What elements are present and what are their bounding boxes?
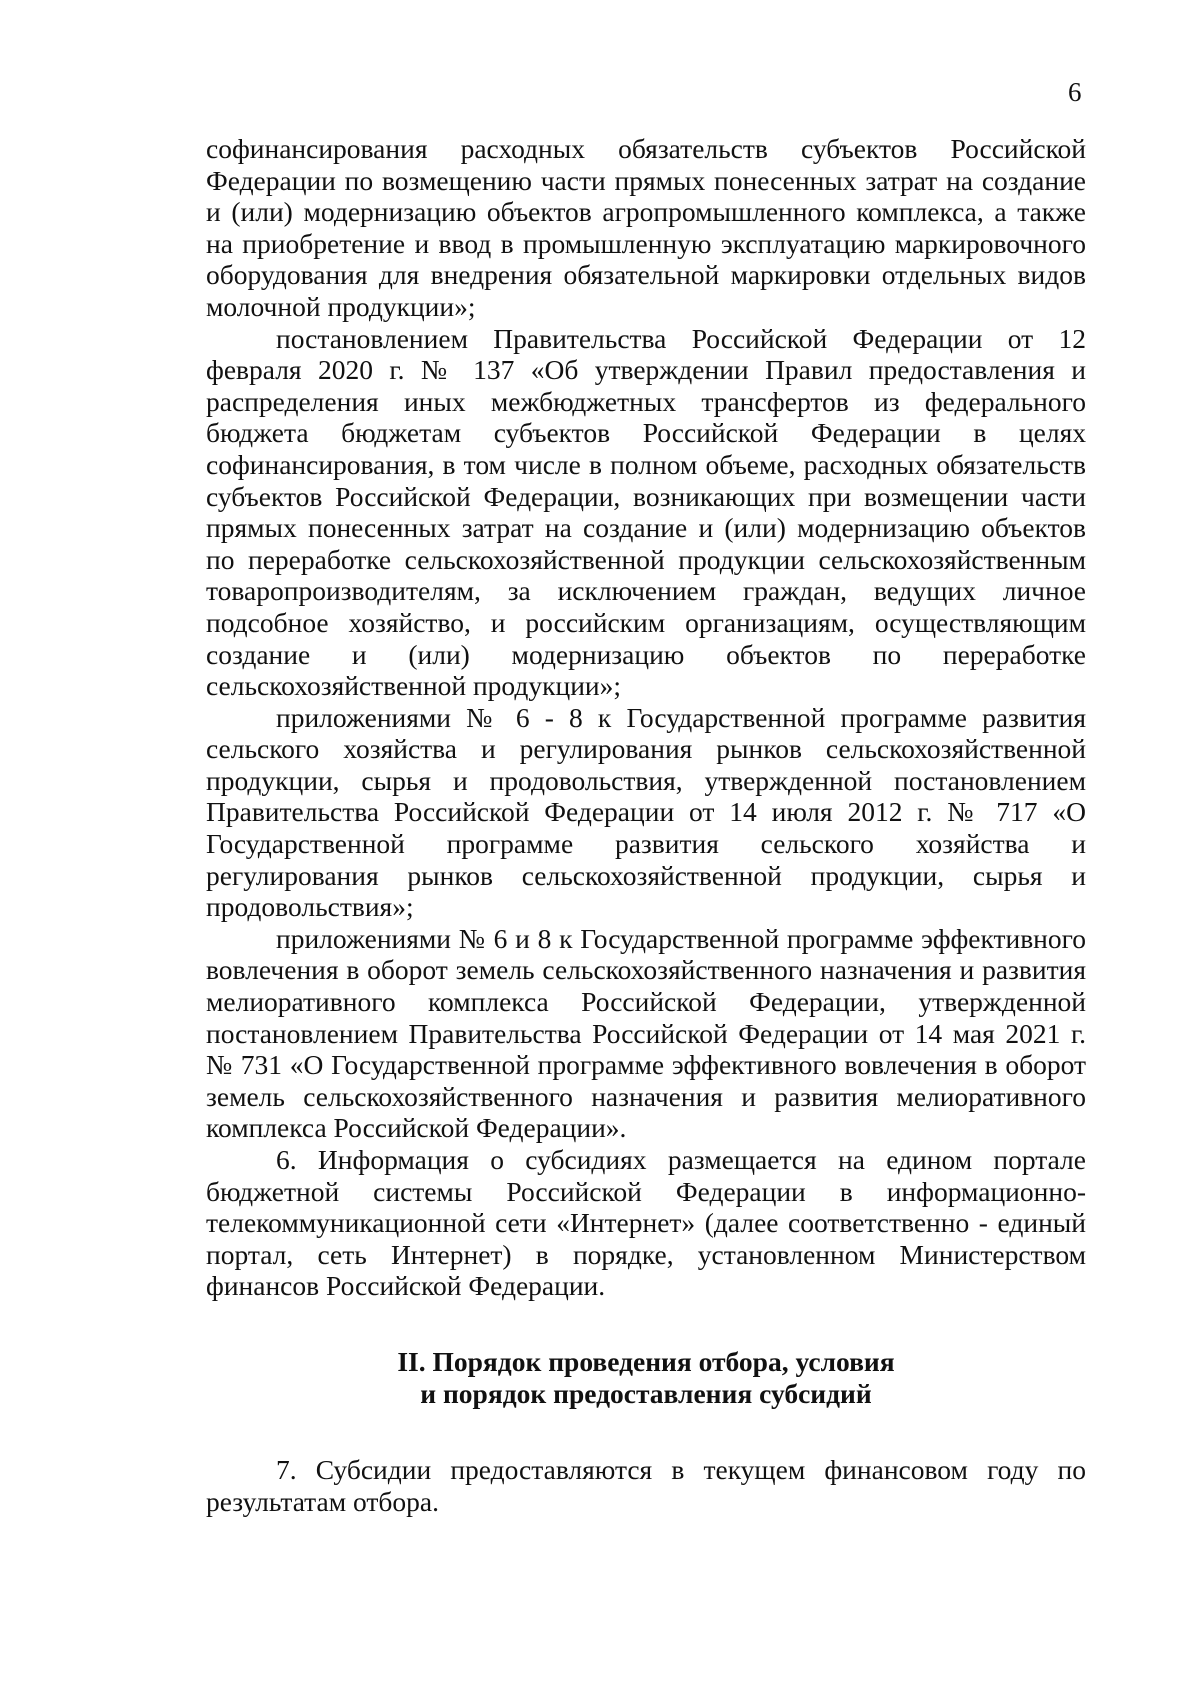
- paragraph-item-7: 7. Субсидии предоставляются в текущем финансовом году по результатам отбора.: [206, 1453, 1086, 1517]
- section-heading-line-1: II. Порядок проведения отбора, условия: [397, 1345, 895, 1377]
- paragraph-appendix-731: приложениями № 6 и 8 к Государственной программе эффективного вовлечения в оборот земель сельскохозяйственного назначения и развития мелиоративного комплекса Российской Федерации, утвержденной постановлением Правительства Российской Федерации от 14 мая 2021 г. № 731 «О Государственной программе эффективного вовлечения в оборот земель сельскохозяйственного назначения и развития мелиоративного комплекса Российской Федерации».: [206, 922, 1086, 1144]
- document-body: [206, 133, 1086, 1517]
- paragraph-resolution-137: постановлением Правительства Российской Федерации от 12 февраля 2020 г. № 137 «Об утверждении Правил предоставления и распределения иных межбюджетных трансфертов из федерального бюджета бюджетам субъектов Российской Федерации в целях софинансирования, в том числе в полном объеме, расходных обязательств субъектов Российской Федерации, возникающих при возмещении части прямых понесенных затрат на создание и (или) модернизацию объектов по переработке сельскохозяйственной продукции сельскохозяйственным товаропроизводителям, за исключением граждан, ведущих личное подсобное хозяйство, и российским организациям, осуществляющим создание и (или) модернизацию объектов по переработке сельскохозяйственной продукции»;: [206, 322, 1086, 702]
- paragraph-continuation: софинансирования расходных обязательств субъектов Российской Федерации по возмещению части прямых понесенных затрат на создание и (или) модернизацию объектов агропромышленного комплекса, а также на приобретение и ввод в промышленную эксплуатацию маркировочного оборудования для внедрения обязательной маркировки отдельных видов молочной продукции»;: [206, 133, 1086, 322]
- paragraph-appendix-717: приложениями № 6 - 8 к Государственной программе развития сельского хозяйства и регулирования рынков сельскохозяйственной продукции, сырья и продовольствия, утвержденной постановлением Правительства Российской Федерации от 14 июля 2012 г. № 717 «О Государственной программе развития сельского хозяйства и регулирования рынков сельскохозяйственной продукции, сырья и продовольствия»;: [206, 701, 1086, 923]
- section-heading-line-2: и порядок предоставления субсидий: [420, 1377, 872, 1409]
- section-heading: [206, 1346, 1086, 1410]
- paragraph-item-6: 6. Информация о субсидиях размещается на едином портале бюджетной системы Российской Федерации в информационно-телекоммуникационной сети «Интернет» (далее соответственно - единый портал, сеть Интернет) в порядке, установленном Министерством финансов Российской Федерации.: [206, 1144, 1086, 1302]
- page-number: 6: [1068, 77, 1082, 107]
